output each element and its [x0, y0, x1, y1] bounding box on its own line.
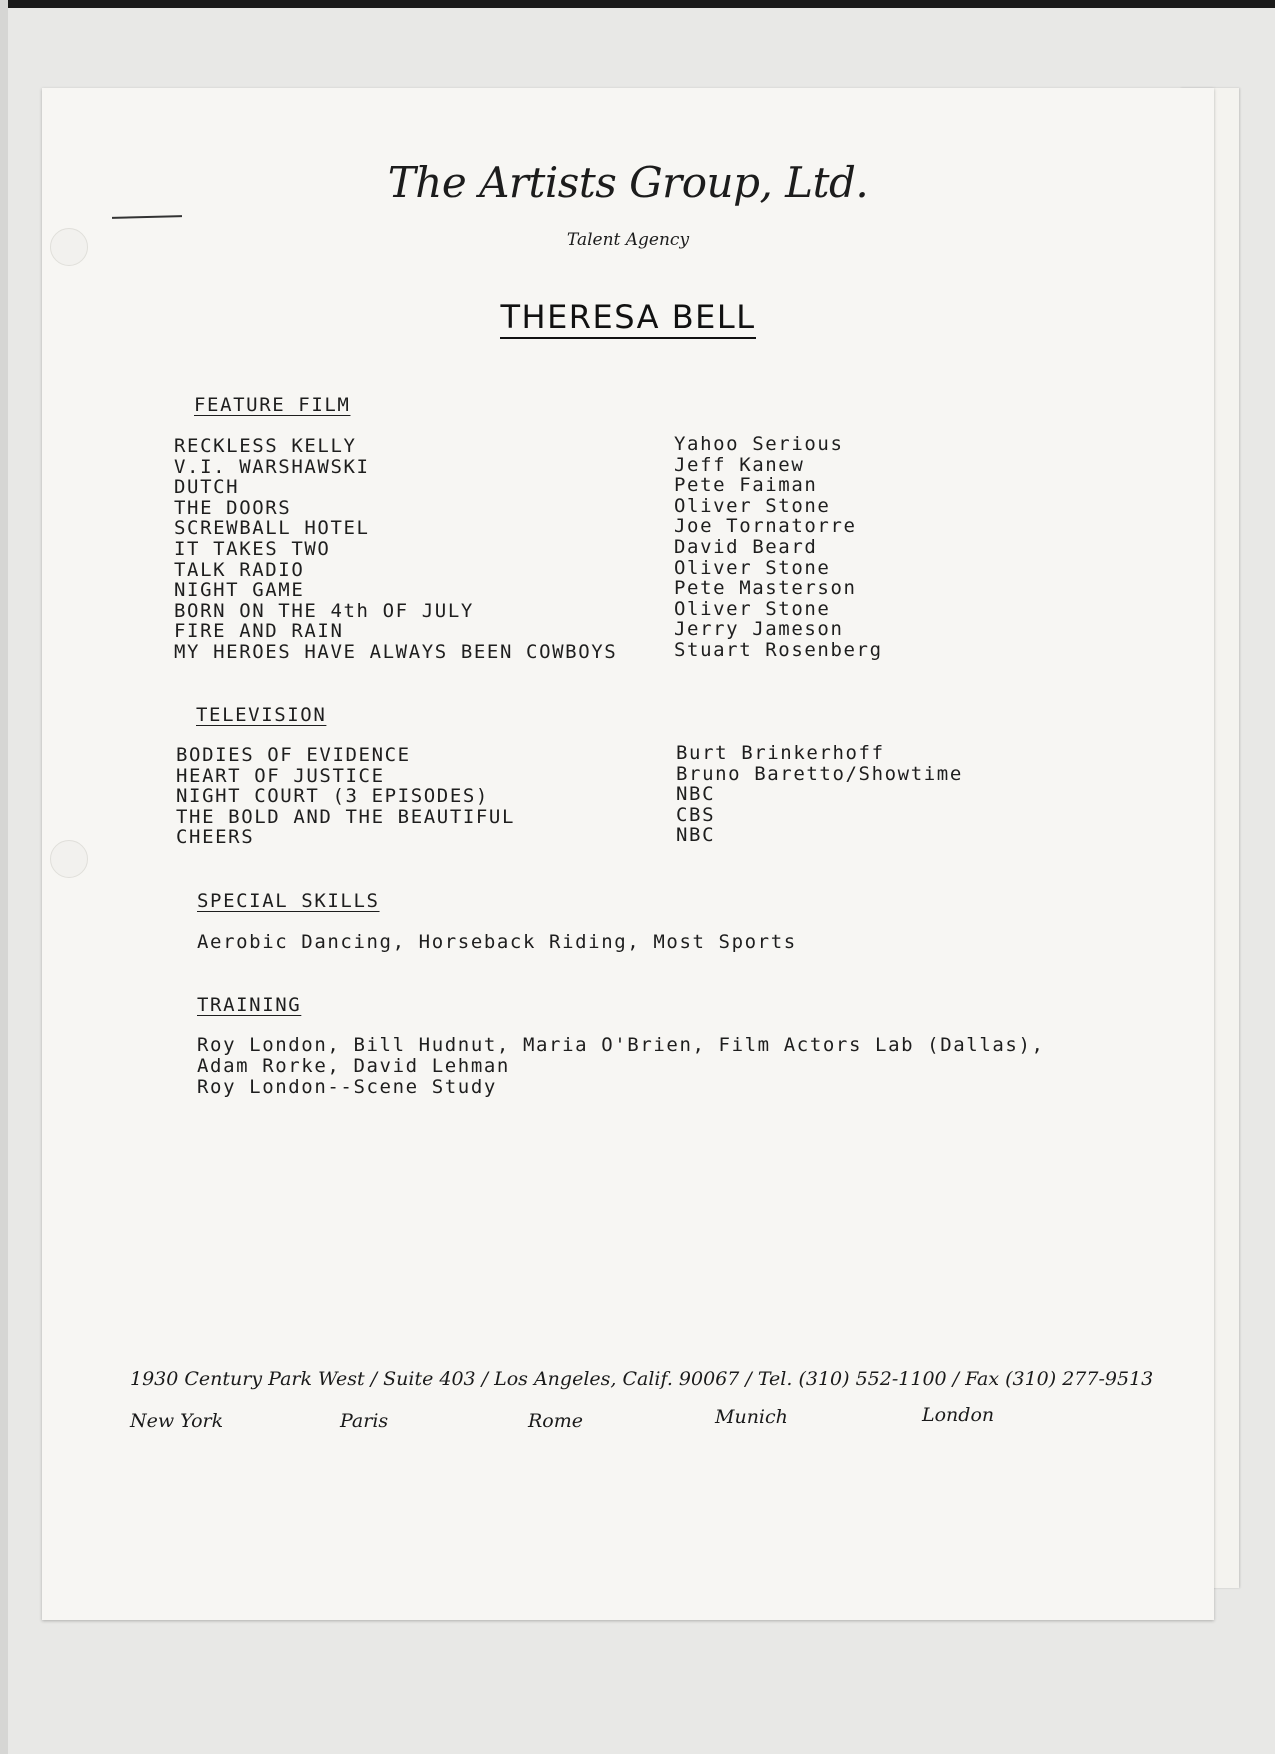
credit-title: THE BOLD AND THE BEAUTIFUL — [176, 805, 516, 828]
office-city: New York — [130, 1410, 224, 1432]
credit-title: DUTCH — [174, 476, 240, 499]
credit-director: Joe Tornatorre — [674, 515, 857, 538]
office-city: Munich — [715, 1406, 788, 1428]
credit-director: Jeff Kanew — [674, 453, 805, 476]
scan-border-top — [0, 0, 1275, 8]
credit-title: BODIES OF EVIDENCE — [176, 744, 411, 766]
credit-title: V.I. WARSHAWSKI — [174, 455, 370, 478]
credit-director: Yahoo Serious — [674, 433, 844, 455]
credit-title: NIGHT COURT (3 EPISODES) — [176, 785, 489, 808]
credit-title: SCREWBALL HOTEL — [174, 517, 370, 540]
training-line: Roy London, Bill Hudnut, Maria O'Brien, Film Actors Lab (Dallas), — [197, 1034, 1045, 1056]
credit-title: CHEERS — [176, 826, 255, 849]
credit-director: Oliver Stone — [674, 494, 831, 517]
credit-title: MY HEROES HAVE ALWAYS BEEN COWBOYS — [174, 641, 618, 663]
credit-title: IT TAKES TWO — [174, 538, 331, 560]
credit-title: RECKLESS KELLY — [174, 435, 357, 457]
credit-title: TALK RADIO — [174, 558, 305, 581]
feature-film-heading: FEATURE FILM — [194, 394, 351, 416]
training-line: Roy London--Scene Study — [197, 1076, 497, 1098]
credit-director: Oliver Stone — [674, 597, 831, 620]
credit-title: BORN ON THE 4th OF JULY — [174, 599, 474, 622]
training-line: Adam Rorke, David Lehman — [197, 1055, 510, 1077]
credit-director: NBC — [676, 824, 716, 847]
credit-director: Jerry Jameson — [674, 618, 844, 641]
credit-director: Oliver Stone — [674, 556, 831, 579]
office-city: London — [922, 1404, 995, 1426]
credit-director: David Beard — [674, 536, 818, 558]
credit-title: NIGHT GAME — [174, 579, 305, 602]
scan-border-left — [0, 0, 8, 1754]
special-skills-text: Aerobic Dancing, Horseback Riding, Most Sports — [197, 931, 797, 953]
credit-director: Pete Masterson — [674, 577, 857, 600]
credit-director: Pete Faiman — [674, 474, 818, 497]
office-city: Rome — [528, 1410, 584, 1432]
credit-title: HEART OF JUSTICE — [176, 764, 385, 787]
credit-title: FIRE AND RAIN — [174, 620, 344, 643]
agency-subtitle: Talent Agency — [566, 230, 690, 250]
credit-director: Burt Brinkerhoff — [676, 742, 885, 764]
punch-hole — [50, 840, 88, 878]
credit-director: Stuart Rosenberg — [674, 639, 883, 661]
credit-title: THE DOORS — [174, 496, 292, 519]
special-skills-heading: SPECIAL SKILLS — [197, 890, 380, 912]
credit-director: Bruno Baretto/Showtime — [676, 762, 963, 785]
credit-director: CBS — [676, 803, 716, 826]
agency-name: The Artists Group, Ltd. — [387, 158, 869, 207]
training-heading: TRAINING — [197, 994, 302, 1016]
credit-director: NBC — [676, 783, 716, 806]
performer-name: THERESA BELL — [42, 298, 1214, 336]
television-heading: TELEVISION — [196, 704, 327, 726]
resume-page — [42, 88, 1214, 1620]
office-city: Paris — [340, 1410, 389, 1432]
agency-address: 1930 Century Park West / Suite 403 / Los Angeles, Calif. 90067 / Tel. (310) 552-1100 / Fax (310) 277-9513 — [130, 1368, 1154, 1390]
pen-mark — [112, 215, 182, 219]
